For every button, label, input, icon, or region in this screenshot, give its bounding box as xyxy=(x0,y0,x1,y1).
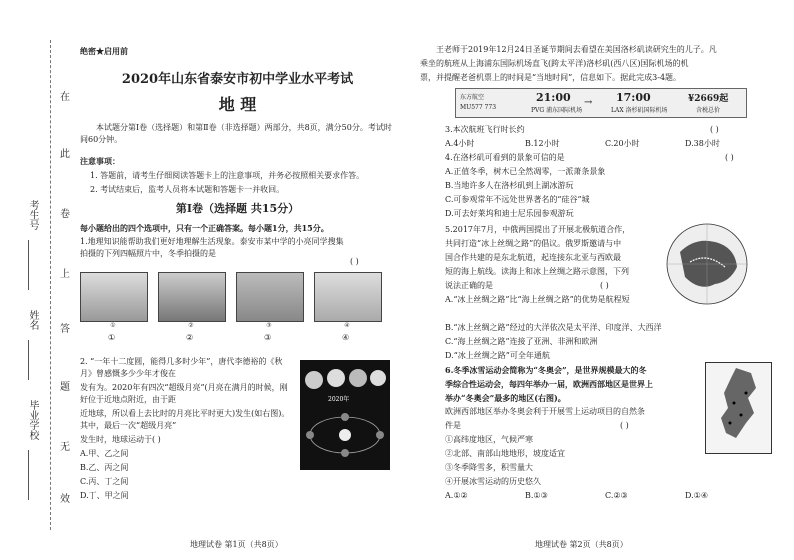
arrival-time: 17:00 xyxy=(616,91,651,104)
q5-option-b: B.“冰上丝绸之路”经过的大洋依次是太平洋、印度洋、大西洋 xyxy=(445,323,662,332)
left-footer: 地理试卷 第1页（共8页） xyxy=(190,540,283,549)
q4-bracket: ( ) xyxy=(725,153,734,162)
q6-option-b: B.①③ xyxy=(525,491,548,500)
q6-option-d: D.①④ xyxy=(685,491,709,500)
q1-photo-3 xyxy=(236,272,304,322)
q5-text-5: 说法正确的是 xyxy=(445,281,493,290)
q1-bracket: ( ) xyxy=(350,257,359,266)
intro-line-1: 王老师于2019年12月24日圣诞节期间去看望在美国洛杉矶读研究生的儿子。凡 xyxy=(436,45,717,54)
q1-photo-caption: ③ xyxy=(266,322,272,329)
moon-figure xyxy=(300,360,390,470)
notice-2: 2. 考试结束后，监考人员将本试题和答题卡一并收回。 xyxy=(90,185,285,194)
q5-bracket: ( ) xyxy=(600,281,609,290)
q1-option-label: ③ xyxy=(264,333,272,342)
seal-char: 上 xyxy=(60,269,70,280)
seal-char: 卷 xyxy=(60,209,70,220)
q6-item-2: ②北部、南部山地地形，坡度适宜 xyxy=(445,449,565,458)
q6-text-2: 季综合性运动会，每四年举办一届，欧洲西部地区是世界上 xyxy=(445,379,653,389)
part1-desc: 每小题给出的四个选项中，只有一个正确答案。每小题1分，共15分。 xyxy=(80,223,329,233)
q6-text-5: 件是 xyxy=(445,421,461,430)
q2-option-d: D.丁、甲之间 xyxy=(80,491,129,500)
q2-text-3: 近地球，所以看上去比时的月亮比平时更大)发生(如右图)。其中，最后一次“超级月亮” xyxy=(80,409,290,430)
notice-title: 注意事项： xyxy=(80,156,120,166)
q3-bracket: ( ) xyxy=(710,125,719,134)
q2-option-b: B.乙、丙之间 xyxy=(80,463,129,472)
field-line xyxy=(28,450,29,500)
q5-option-d: D.“冰上丝绸之路”可全年通航 xyxy=(445,351,550,360)
field-label-name: 姓名 xyxy=(27,310,38,330)
departure-time: 21:00 xyxy=(536,91,571,104)
q3-option-c: C.20小时 xyxy=(605,139,640,148)
airline-name: 东方航空 xyxy=(460,94,485,101)
q1-photo-1 xyxy=(80,272,148,322)
q2-option-c: C.丙、丁之间 xyxy=(80,477,129,486)
q6-item-3: ③冬季降雪多，积雪量大 xyxy=(445,463,533,472)
field-line xyxy=(28,240,29,290)
arrow-icon: → xyxy=(584,97,593,108)
secret-label: 绝密★启用前 xyxy=(80,46,128,56)
q5-text-1: 5.2017年7月，中俄两国提出了开展北极航道合作， xyxy=(445,225,631,234)
seal-char: 在 xyxy=(60,92,70,103)
q4-option-a: A.正值冬季，树木已全然凋零，一派萧条景象 xyxy=(445,167,606,176)
q1-text: 1.地理知识能帮助我们更好地理解生活现象。泰安市某中学的小亮同学搜集拍摄的下列四幅照片中，冬季拍摄的是 xyxy=(80,237,344,258)
q2-text-4: 发生时，地球运动于( ) xyxy=(80,435,161,444)
q5-option-a: A.“冰上丝绸之路”比“海上丝绸之路”的优势是航程短 xyxy=(445,295,630,304)
q4-option-d: D.可去好莱坞和迪士尼乐园参观游玩 xyxy=(445,209,574,218)
q6-option-a: A.①② xyxy=(445,491,468,500)
q1-option-label: ① xyxy=(108,333,116,342)
q1-option-label: ② xyxy=(186,333,194,342)
q2-option-a: A.甲、乙之间 xyxy=(80,449,129,458)
notice-1: 1. 答题前，请考生仔细阅读答题卡上的注意事项，并务必按照相关要求作答。 xyxy=(90,171,365,180)
field-line xyxy=(28,340,29,380)
page-left xyxy=(80,0,395,560)
right-footer: 地理试卷 第2页（共8页） xyxy=(535,540,628,549)
q1-photo-caption: ① xyxy=(110,322,116,329)
page-right xyxy=(420,0,780,560)
seal-char: 题 xyxy=(60,382,70,393)
europe-map xyxy=(705,362,772,454)
q1-photo-2 xyxy=(158,272,226,322)
q6-bracket: ( ) xyxy=(620,421,629,430)
q5-option-c: C.“海上丝绸之路”连接了亚洲、非洲和欧洲 xyxy=(445,337,598,346)
ticket-price: ¥2669起 xyxy=(688,94,729,104)
q2-text-1: 2. “一年十二度圆，能得几多时少年”，唐代李德裕的《秋月》曾感慨多少少年才俊在 xyxy=(80,357,283,378)
field-label-exam-no: 考生号 xyxy=(27,200,38,230)
q1-option-label: ④ xyxy=(342,333,350,342)
q6-option-c: C.②③ xyxy=(605,491,628,500)
q1-photo-4 xyxy=(314,272,382,322)
exam-title: 2020年山东省泰安市初中学业水平考试 xyxy=(121,72,354,87)
q6-item-4: ④开展冰雪运动的历史悠久 xyxy=(445,477,541,486)
q5-text-4: 短的海上航线。读海上和冰上丝绸之路示意图，下列 xyxy=(445,267,629,276)
seal-line xyxy=(50,40,51,530)
q6-text-1: 6.冬季冰雪运动会简称为“冬奥会”，是世界规模最大的冬 xyxy=(445,365,647,375)
intro-line-3: 票，并提醒老爸机票上的时间是“当地时间”，信息如下。据此完成3-4题。 xyxy=(420,73,682,82)
seal-char: 无 xyxy=(60,442,70,453)
seal-char: 答 xyxy=(60,324,70,335)
q1-photo-caption: ② xyxy=(188,322,194,329)
seal-char: 效 xyxy=(60,494,70,505)
q3-option-b: B.12小时 xyxy=(525,139,560,148)
arrival-airport: LAX 洛杉矶国际机场 xyxy=(611,107,668,114)
flight-ticket xyxy=(455,88,747,118)
subject-title: 地 理 xyxy=(218,95,257,114)
q5-text-2: 共同打造“冰上丝绸之路”的倡议。俄罗斯邀请与中 xyxy=(445,239,622,248)
q1-photo-caption: ④ xyxy=(344,322,350,329)
ticket-price-note: 含税总价 xyxy=(696,107,721,114)
q3-option-d: D.38小时 xyxy=(685,139,720,148)
q6-text-4: 欧洲西部地区举办冬奥会利于开展雪上运动项目的自然条 xyxy=(445,407,645,416)
q6-text-3: 举办“冬奥会”最多的地区(右图)。 xyxy=(445,393,566,403)
q3-option-a: A.4小时 xyxy=(445,139,475,148)
moon-year-label: 2020年 xyxy=(328,396,350,403)
seal-char: 此 xyxy=(60,149,70,160)
q5-text-3: 国合作共建的是东北航道，起连接东北亚与西欧最 xyxy=(445,253,621,262)
part1-title: 第Ⅰ卷（选择题 共15分） xyxy=(175,202,300,215)
q6-item-1: ①高纬度地区，气候严寒 xyxy=(445,435,533,444)
intro-text: 本试题分第Ⅰ卷（选择题）和第Ⅱ卷（非选择题）两部分，共8页，满分50分。考试时间60分钟。 xyxy=(80,123,392,144)
flight-number: MU577 773 xyxy=(460,104,497,111)
q4-text: 4.在洛杉矶可看到的景象可信的是 xyxy=(445,153,565,162)
q2-text-2: 发有为。2020年有四次“超级月亮”(月亮在满月的时候，刚好位于近地点附近，由于距 xyxy=(80,383,288,404)
intro-line-2: 乘坐的航班从上海浦东国际机场直飞(跨太平洋)洛杉矶(西八区)国际机场的机 xyxy=(420,59,689,68)
q4-option-b: B.当地许多人在洛杉矶到上湖冰游玩 xyxy=(445,181,574,190)
field-label-school: 毕业学校 xyxy=(27,400,38,440)
q4-option-c: C.可参观常年不远处世界著名的“硅谷”城 xyxy=(445,195,590,204)
q3-text: 3.本次航班飞行时长约 xyxy=(445,125,525,134)
departure-airport: PVG 浦东国际机场 xyxy=(531,107,583,114)
